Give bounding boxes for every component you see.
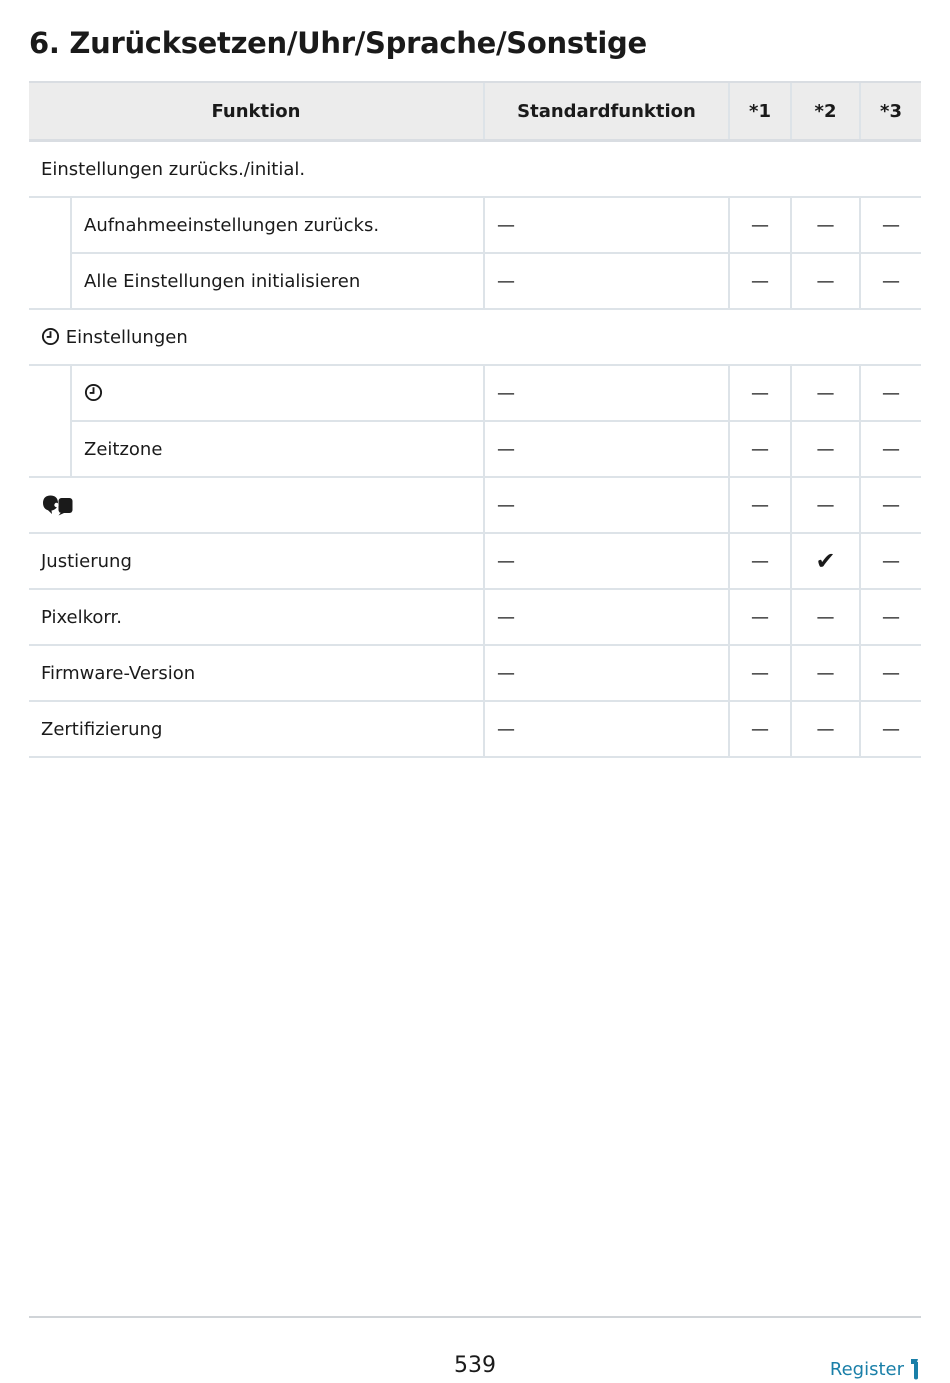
header-col3: *3 [860, 82, 921, 141]
group-label-reset: Einstellungen zurücks./initial. [29, 141, 921, 198]
register-tab-icon [908, 1358, 920, 1380]
cell-col3: — [860, 533, 921, 589]
indent-spacer [29, 253, 71, 309]
cell-standard: — [484, 533, 729, 589]
row-label: Aufnahmeeinstellungen zurücks. [71, 197, 484, 253]
row-label-clock [71, 365, 484, 421]
clock-icon [41, 327, 66, 348]
register-link[interactable] [830, 1358, 920, 1380]
indent-spacer [29, 197, 71, 253]
cell-col3: — [860, 701, 921, 757]
footer-divider [29, 1316, 921, 1318]
table-row [29, 533, 921, 589]
clock-icon [84, 383, 103, 404]
cell-col2: — [791, 701, 860, 757]
cell-standard: — [484, 701, 729, 757]
row-label-language [29, 477, 484, 533]
cell-col3: — [860, 253, 921, 309]
language-icon [41, 495, 75, 516]
header-col2: *2 [791, 82, 860, 141]
cell-standard: — [484, 477, 729, 533]
cell-col1: — [729, 477, 791, 533]
cell-standard: — [484, 197, 729, 253]
table-row [29, 701, 921, 757]
row-label: Firmware-Version [29, 645, 484, 701]
cell-col2 [791, 533, 860, 589]
cell-col2: — [791, 645, 860, 701]
cell-col1: — [729, 533, 791, 589]
page-title: 6. Zurücksetzen/Uhr/Sprache/Sonstige [29, 26, 647, 60]
table-row [29, 253, 921, 309]
cell-col1: — [729, 197, 791, 253]
cell-col1: — [729, 253, 791, 309]
cell-col2: — [791, 197, 860, 253]
header-function: Funktion [29, 82, 484, 141]
indent-spacer [29, 365, 71, 421]
table-row [29, 421, 921, 477]
cell-col2: — [791, 253, 860, 309]
table-row [29, 365, 921, 421]
cell-col1: — [729, 421, 791, 477]
cell-col1: — [729, 701, 791, 757]
header-standard: Standardfunktion [484, 82, 729, 141]
settings-table [29, 81, 921, 758]
table-header-row [29, 82, 921, 141]
row-label: Justierung [29, 533, 484, 589]
table-row [29, 477, 921, 533]
cell-standard: — [484, 421, 729, 477]
row-label: Alle Einstellungen initialisieren [71, 253, 484, 309]
cell-col2: — [791, 477, 860, 533]
page-number: 539 [454, 1353, 496, 1378]
cell-col2: — [791, 365, 860, 421]
header-col1: *1 [729, 82, 791, 141]
row-label: Pixelkorr. [29, 589, 484, 645]
checkmark-icon: ✔ [815, 546, 836, 575]
table-row [29, 645, 921, 701]
table-row [29, 589, 921, 645]
cell-standard: — [484, 365, 729, 421]
table-row [29, 197, 921, 253]
cell-col3: — [860, 477, 921, 533]
cell-standard: — [484, 253, 729, 309]
group-label-clock: Einstellungen [65, 326, 188, 348]
cell-col3: — [860, 421, 921, 477]
cell-col3: — [860, 365, 921, 421]
cell-col1: — [729, 645, 791, 701]
cell-col2: — [791, 421, 860, 477]
cell-col3: — [860, 197, 921, 253]
row-label: Zeitzone [71, 421, 484, 477]
cell-col1: — [729, 589, 791, 645]
cell-col1: — [729, 365, 791, 421]
cell-col2: — [791, 589, 860, 645]
cell-col3: — [860, 589, 921, 645]
group-row-reset [29, 141, 921, 198]
register-label: Register [829, 1358, 904, 1380]
row-label: Zertifizierung [29, 701, 484, 757]
group-clock-cell [29, 309, 921, 365]
group-row-clock [29, 309, 921, 365]
indent-spacer [29, 421, 71, 477]
cell-standard: — [484, 589, 729, 645]
cell-standard: — [484, 645, 729, 701]
cell-col3: — [860, 645, 921, 701]
